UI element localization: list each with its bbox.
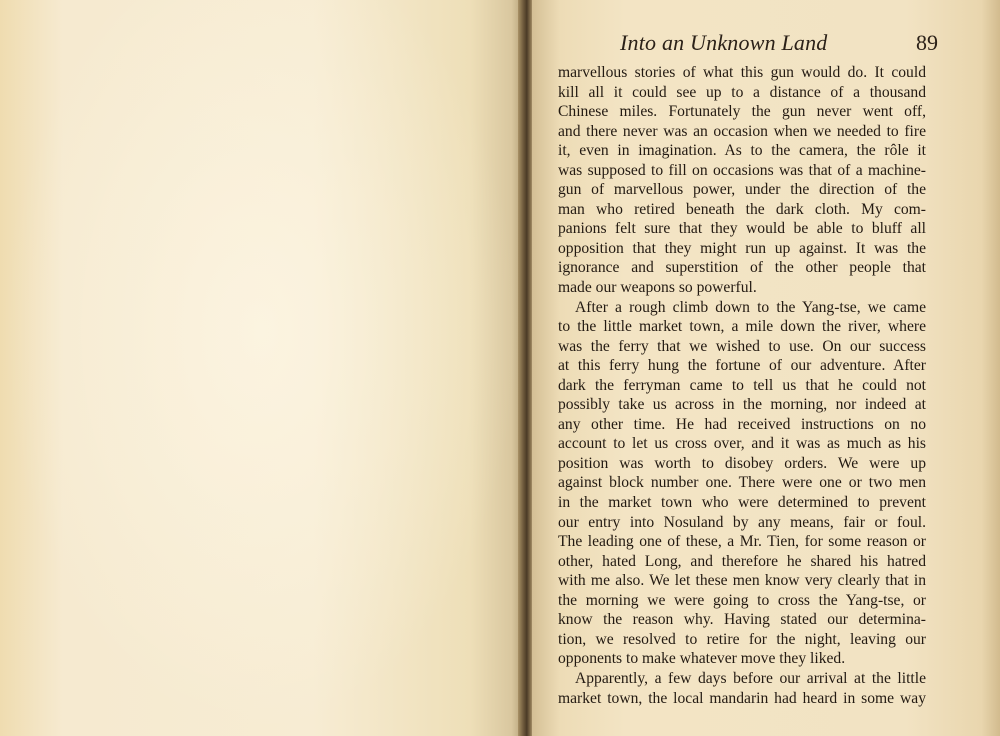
- text-line: know the reason why. Having stated our determina-: [558, 611, 926, 629]
- text-line: made our weapons so powerful.: [558, 279, 757, 297]
- text-line: market town, the local mandarin had heard in some way: [558, 689, 926, 707]
- text-line: our entry into Nosuland by any means, fair or foul.: [558, 513, 926, 531]
- text-line: Chinese miles. Fortunately the gun never went off,: [558, 103, 926, 121]
- text-line: other, hated Long, and therefore he shared his hatred: [558, 552, 926, 570]
- page-number: 89: [916, 30, 938, 55]
- text-line: opponents to make whatever move they liked.: [558, 650, 846, 668]
- running-head-title: Into an Unknown Land: [620, 30, 828, 55]
- text-line: man who retired beneath the dark cloth. My com-: [558, 200, 926, 218]
- running-head: [620, 30, 938, 62]
- text-line: After a rough climb down to the Yang-tse, we came: [575, 298, 926, 316]
- text-line: any other time. He had received instructions on no: [558, 415, 926, 433]
- text-line: was supposed to fill on occasions was that of a machine-: [558, 161, 926, 179]
- text-line: was the ferry that we wished to use. On our success: [558, 337, 926, 355]
- text-line: at this ferry hung the fortune of our adventure. After: [558, 357, 926, 375]
- text-line: marvellous stories of what this gun would do. It could: [558, 64, 926, 81]
- text-line: the morning we were going to cross the Yang-tse, or: [558, 591, 926, 609]
- text-line: Apparently, a few days before our arrival at the little: [575, 669, 926, 687]
- text-line: to the little market town, a mile down the river, where: [558, 318, 926, 336]
- text-line: ignorance and superstition of the other people that: [558, 259, 926, 277]
- text-line: position was worth to disobey orders. We were up: [558, 454, 926, 472]
- text-line: The leading one of these, a Mr. Tien, for some reason or: [558, 533, 926, 551]
- text-line: opposition that they might run up against. It was the: [558, 239, 926, 257]
- text-line: account to let us cross over, and it was as much as his: [558, 435, 926, 453]
- text-line: gun of marvellous power, under the direction of the: [558, 181, 926, 199]
- text-line: dark the ferryman came to tell us that he could not: [558, 376, 926, 394]
- text-line: against block number one. There were one or two men: [558, 474, 926, 492]
- text-line: in the market town who were determined to prevent: [558, 494, 926, 512]
- text-line: with me also. We let these men know very clearly that in: [558, 572, 926, 590]
- text-line: tion, we resolved to retire for the night, leaving our: [558, 630, 926, 648]
- text-line: possibly take us across in the morning, nor indeed at: [558, 396, 926, 414]
- text-line: it, even in imagination. As to the camera, the rôle it: [558, 142, 926, 160]
- text-line: and there never was an occasion when we needed to fire: [558, 122, 926, 140]
- text-line: panions felt sure that they would be able to bluff all: [558, 220, 926, 238]
- body-text: [558, 63, 926, 708]
- text-line: kill all it could see up to a distance of a thousand: [558, 83, 926, 101]
